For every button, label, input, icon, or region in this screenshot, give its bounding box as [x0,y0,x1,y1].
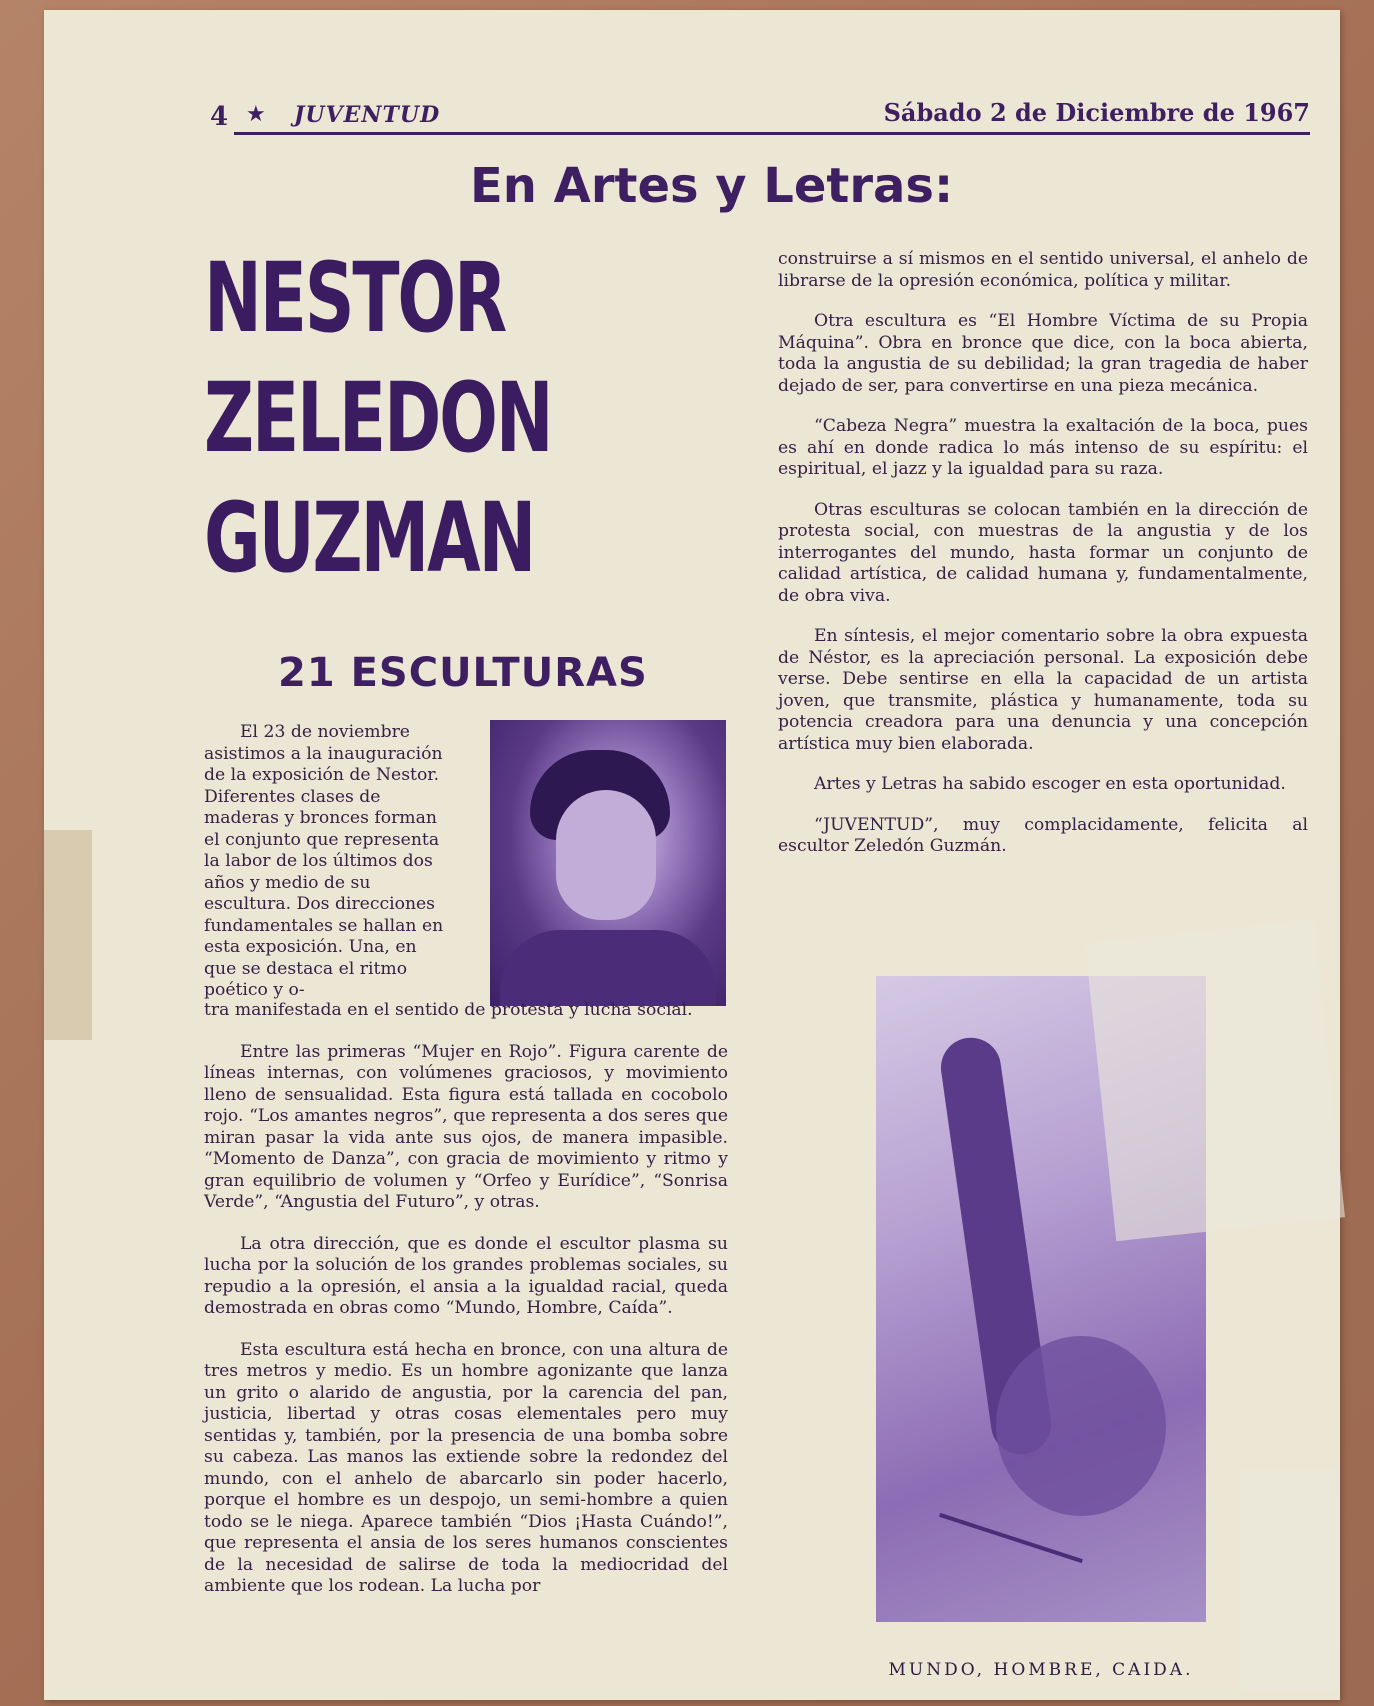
right-paragraph: construirse a sí mismos en el sentido universal, el anhelo de librarse de la opresión económica, política y militar. [778,249,1308,291]
photo-caption: MUNDO, HOMBRE, CAIDA. [888,1660,1194,1680]
right-paragraph: Otra escultura es “El Hombre Víctima de su Propia Máquina”. Obra en bronce que dice, con la boca abierta, toda la angustia de su debilidad; la gran tragedia de haber dejado de ser, para convertirse en una pieza mecánica. [778,311,1308,396]
right-paragraph: “Cabeza Negra” muestra la exaltación de la boca, pues es ahí en donde radica lo más intenso de su espíritu: el espiritual, el jazz y la igualdad para su raza. [778,416,1308,479]
right-paragraph: Artes y Letras ha sabido escoger en esta oportunidad. [814,774,1286,794]
adhesive-tape [1085,919,1345,1241]
artist-portrait-photo [490,720,726,1006]
page-number: 4 [210,102,229,132]
section-title: En Artes y Letras: [470,158,954,214]
sculpture-globe [996,1336,1166,1516]
right-paragraph: “JUVENTUD”, muy complacidamente, felicita al escultor Zeledón Guzmán. [778,814,1308,856]
portrait-shirt [500,930,716,1006]
subheadline: 21 ESCULTURAS [278,650,648,696]
sculpture-stand [939,1513,1083,1563]
left-paragraph: Esta escultura está hecha en bronce, con una altura de tres metros y medio. Es un hombre agonizante que lanza un grito o alarido de angustia, por la carencia del pan, justicia, libertad y otras cosas elementales pero muy sentidas y, también, por la presencia de una bomba sobre su cabeza. Las manos las extiende sobre la redondez del mundo, con el anhelo de abarcarlo sin poder hacerlo, porque el hombre es un despojo, un semi-hombre a quien todo se le niega. Aparece también “Dios ¡Hasta Cuándo!”, que representa el ansia de los seres humanos conscientes de la necesidad de salirse de toda la mediocridad del ambiente que los rodean. La lucha por [204,1339,728,1596]
newspaper-name: JUVENTUD [294,102,441,128]
right-column [778,249,1308,877]
page-header [210,92,1310,136]
right-paragraph: Otras esculturas se colocan también en la dirección de protesta social, con muestras de la angustia y de los interrogantes del mundo, hasta formar un conjunto de calidad artística, de calidad humana y, fundamentalmente, de obra viva. [778,499,1308,606]
adhesive-tape [1240,1470,1340,1690]
issue-date: Sábado 2 de Diciembre de 1967 [883,98,1310,127]
intro-paragraph [204,722,454,1002]
left-paragraph: tra manifestada en el sentido de protesta y lucha social. [204,1000,693,1020]
headline-line-2: ZELEDON [204,362,552,474]
header-rule [234,132,1310,135]
paper-fold [44,830,92,1040]
left-column [204,1000,728,1618]
portrait-face [556,790,656,920]
left-paragraph: Entre las primeras “Mujer en Rojo”. Figura carente de líneas internas, con volúmenes graciosos, y movimiento lleno de sensualidad. Esta figura está tallada en cocobolo rojo. “Los amantes negros”, que representa a dos seres que miran pasar la vida ante sus ojos, de manera impasible. “Momento de Danza”, con gracia de movimiento y ritmo y gran equilibrio de volumen y “Orfeo y Eurídice”, “Sonrisa Verde”, “Angustia del Futuro”, y otras. [204,1041,728,1212]
right-paragraph: En síntesis, el mejor comentario sobre la obra expuesta de Néstor, es la apreciación personal. La exposición debe verse. Debe sentirse en ella la capacidad de un artista joven, que transmite, plástica y humanamente, toda su potencia creadora para una denuncia y una concepción artística muy bien elaborada. [778,626,1308,754]
headline-line-1: NESTOR [204,242,506,354]
left-paragraph: La otra dirección, que es donde el escultor plasma su lucha por la solución de los grandes problemas sociales, su repudio a la opresión, el ansia a la igualdad racial, queda demostrada en obras como “Mundo, Hombre, Caída”. [204,1233,728,1318]
intro-text: El 23 de noviembre asistimos a la inauguración de la exposición de Nestor. Diferentes clases de maderas y bronces forman el conjunto que representa la labor de los últimos dos años y medio de su escultura. Dos direcciones fundamentales se hallan en esta exposición. Una, en que se destaca el ritmo poético y o- [204,722,444,1000]
headline-line-3: GUZMAN [204,482,535,594]
star-icon: ★ [246,102,266,127]
